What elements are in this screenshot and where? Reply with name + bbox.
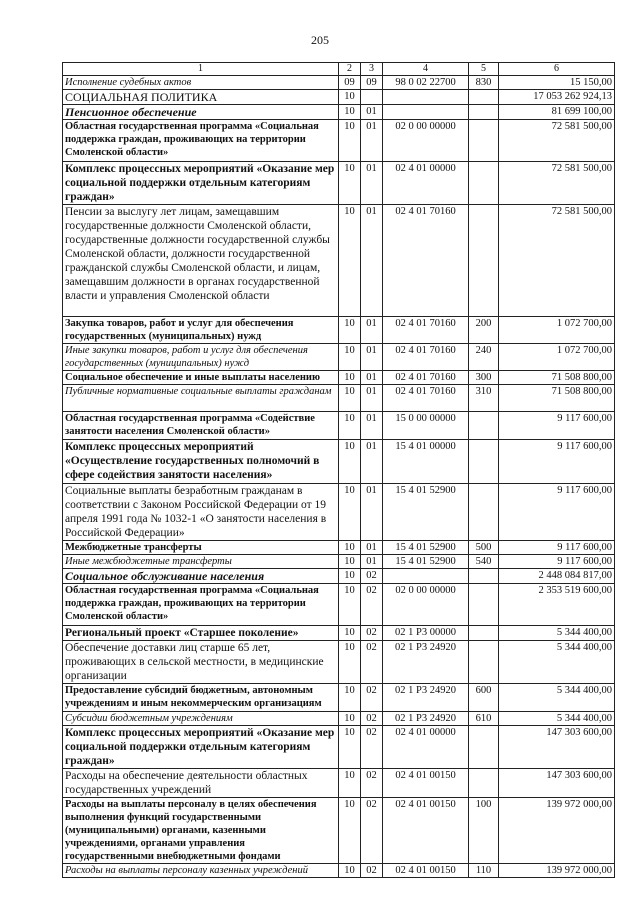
section-code-cell: 10 (339, 584, 361, 626)
amount-cell: 2 353 519 600,00 (499, 584, 615, 626)
expense-type-cell (469, 726, 499, 769)
section-code-cell: 10 (339, 205, 361, 317)
expense-type-cell (469, 205, 499, 317)
section-code-cell: 10 (339, 120, 361, 162)
target-item-cell: 15 4 01 00000 (383, 440, 469, 484)
target-item-cell (383, 105, 469, 120)
table-row (63, 541, 615, 555)
amount-cell: 1 072 700,00 (499, 344, 615, 371)
subsection-code-cell: 01 (361, 371, 383, 385)
section-code-cell: 10 (339, 484, 361, 541)
subsection-code-cell: 01 (361, 105, 383, 120)
subsection-code-cell: 02 (361, 626, 383, 641)
subsection-code-cell: 01 (361, 317, 383, 344)
subsection-code-cell: 02 (361, 798, 383, 864)
row-name-cell: Иные межбюджетные трансферты (63, 555, 339, 569)
expense-type-cell (469, 569, 499, 584)
section-code-cell: 10 (339, 371, 361, 385)
table-row (63, 205, 615, 317)
expense-type-cell: 100 (469, 798, 499, 864)
table-row (63, 569, 615, 584)
amount-cell: 72 581 500,00 (499, 205, 615, 317)
expense-type-cell: 310 (469, 385, 499, 412)
subsection-code-cell: 01 (361, 162, 383, 205)
table-row (63, 798, 615, 864)
row-name-cell: Расходы на обеспечение деятельности областных государственных учреждений (63, 769, 339, 798)
table-row (63, 641, 615, 684)
row-name-cell: Социальные выплаты безработным гражданам в соответствии с Законом Российской Федерации от 19 апреля 1991 года № 1032-1 «О занятости населения в Российской Федерации» (63, 484, 339, 541)
table-row (63, 484, 615, 541)
table-row (63, 105, 615, 120)
row-name-cell: Комплекс процессных мероприятий «Осуществление государственных полномочий в сфере содействия занятости населения» (63, 440, 339, 484)
section-code-cell: 10 (339, 684, 361, 712)
expense-type-cell (469, 105, 499, 120)
table-row (63, 584, 615, 626)
table-row (63, 371, 615, 385)
row-name-cell: Комплекс процессных мероприятий «Оказание мер социальной поддержки отдельным категориям граждан» (63, 162, 339, 205)
amount-cell: 9 117 600,00 (499, 555, 615, 569)
subsection-code-cell: 02 (361, 726, 383, 769)
target-item-cell: 02 4 01 00150 (383, 798, 469, 864)
target-item-cell: 02 0 00 00000 (383, 120, 469, 162)
target-item-cell: 98 0 02 22700 (383, 76, 469, 90)
expense-type-cell: 200 (469, 317, 499, 344)
table-header-row (63, 63, 615, 76)
row-name-cell: Областная государственная программа «Содействие занятости населения Смоленской области» (63, 412, 339, 440)
expense-type-cell (469, 90, 499, 105)
section-code-cell: 10 (339, 626, 361, 641)
page-number: 205 (311, 33, 329, 47)
row-name-cell: Социальное обеспечение и иные выплаты населению (63, 371, 339, 385)
subsection-code-cell: 01 (361, 412, 383, 440)
row-name-cell: Иные закупки товаров, работ и услуг для обеспечения государственных (муниципальных) нужд (63, 344, 339, 371)
header-cell: 3 (361, 63, 383, 76)
section-code-cell: 10 (339, 440, 361, 484)
row-name-cell: Публичные нормативные социальные выплаты гражданам (63, 385, 339, 412)
target-item-cell: 02 4 01 00000 (383, 162, 469, 205)
expense-type-cell (469, 584, 499, 626)
table-row (63, 440, 615, 484)
subsection-code-cell: 02 (361, 569, 383, 584)
subsection-code-cell: 01 (361, 541, 383, 555)
section-code-cell: 10 (339, 641, 361, 684)
table-row (63, 626, 615, 641)
section-code-cell: 10 (339, 555, 361, 569)
row-name-cell: Социальное обслуживание населения (63, 569, 339, 584)
expense-type-cell: 240 (469, 344, 499, 371)
subsection-code-cell: 02 (361, 684, 383, 712)
subsection-code-cell: 01 (361, 555, 383, 569)
row-name-cell: Расходы на выплаты персоналу казенных учреждений (63, 864, 339, 878)
expense-type-cell (469, 120, 499, 162)
amount-cell: 71 508 800,00 (499, 371, 615, 385)
amount-cell: 2 448 084 817,00 (499, 569, 615, 584)
amount-cell: 71 508 800,00 (499, 385, 615, 412)
row-name-cell: Обеспечение доставки лиц старше 65 лет, проживающих в сельской местности, в медицинские организации (63, 641, 339, 684)
subsection-code-cell: 01 (361, 484, 383, 541)
section-code-cell: 10 (339, 798, 361, 864)
target-item-cell: 15 4 01 52900 (383, 541, 469, 555)
table-row (63, 726, 615, 769)
table-row (63, 344, 615, 371)
target-item-cell: 02 4 01 00150 (383, 769, 469, 798)
amount-cell: 9 117 600,00 (499, 541, 615, 555)
section-code-cell: 10 (339, 541, 361, 555)
budget-table (62, 62, 615, 878)
table-row (63, 864, 615, 878)
subsection-code-cell: 09 (361, 76, 383, 90)
target-item-cell: 02 4 01 70160 (383, 317, 469, 344)
row-name-cell: Областная государственная программа «Социальная поддержка граждан, проживающих на территории Смоленской области» (63, 120, 339, 162)
header-cell: 2 (339, 63, 361, 76)
amount-cell: 139 972 000,00 (499, 798, 615, 864)
row-name-cell: Областная государственная программа «Социальная поддержка граждан, проживающих на территории Смоленской области» (63, 584, 339, 626)
amount-cell: 147 303 600,00 (499, 769, 615, 798)
header-cell: 6 (499, 63, 615, 76)
expense-type-cell: 830 (469, 76, 499, 90)
target-item-cell: 02 1 Р3 24920 (383, 712, 469, 726)
amount-cell: 9 117 600,00 (499, 412, 615, 440)
section-code-cell: 10 (339, 317, 361, 344)
header-cell: 1 (63, 63, 339, 76)
section-code-cell: 10 (339, 412, 361, 440)
expense-type-cell: 600 (469, 684, 499, 712)
expense-type-cell (469, 162, 499, 205)
amount-cell: 9 117 600,00 (499, 484, 615, 541)
subsection-code-cell: 01 (361, 440, 383, 484)
row-name-cell: СОЦИАЛЬНАЯ ПОЛИТИКА (63, 90, 339, 105)
header-cell: 5 (469, 63, 499, 76)
amount-cell: 5 344 400,00 (499, 712, 615, 726)
subsection-code-cell: 01 (361, 344, 383, 371)
row-name-cell: Пенсии за выслугу лет лицам, замещавшим государственные должности Смоленской области, государственные должности государственной службы Смоленской области, должности государственной гражданской службы Смоленской области, и лицам, замещавшим должности в органах государственной власти и управления Смоленской области (63, 205, 339, 317)
table-row (63, 555, 615, 569)
target-item-cell: 02 1 Р3 24920 (383, 641, 469, 684)
target-item-cell: 02 4 01 00000 (383, 726, 469, 769)
amount-cell: 15 150,00 (499, 76, 615, 90)
subsection-code-cell: 02 (361, 641, 383, 684)
target-item-cell: 15 4 01 52900 (383, 484, 469, 541)
section-code-cell: 10 (339, 726, 361, 769)
subsection-code-cell: 02 (361, 584, 383, 626)
section-code-cell: 09 (339, 76, 361, 90)
subsection-code-cell: 02 (361, 712, 383, 726)
section-code-cell: 10 (339, 90, 361, 105)
target-item-cell: 15 4 01 52900 (383, 555, 469, 569)
row-name-cell: Предоставление субсидий бюджетным, автономным учреждениям и иным некоммерческим организациям (63, 684, 339, 712)
expense-type-cell: 610 (469, 712, 499, 726)
subsection-code-cell: 02 (361, 769, 383, 798)
row-name-cell: Исполнение судебных актов (63, 76, 339, 90)
table-row (63, 120, 615, 162)
expense-type-cell (469, 484, 499, 541)
target-item-cell: 02 4 01 70160 (383, 385, 469, 412)
header-cell: 4 (383, 63, 469, 76)
table-row (63, 712, 615, 726)
row-name-cell: Пенсионное обеспечение (63, 105, 339, 120)
expense-type-cell (469, 626, 499, 641)
target-item-cell: 02 0 00 00000 (383, 584, 469, 626)
section-code-cell: 10 (339, 385, 361, 412)
target-item-cell (383, 90, 469, 105)
table-row (63, 90, 615, 105)
amount-cell: 72 581 500,00 (499, 162, 615, 205)
amount-cell: 81 699 100,00 (499, 105, 615, 120)
row-name-cell: Субсидии бюджетным учреждениям (63, 712, 339, 726)
table-row (63, 385, 615, 412)
amount-cell: 139 972 000,00 (499, 864, 615, 878)
row-name-cell: Региональный проект «Старшее поколение» (63, 626, 339, 641)
amount-cell: 147 303 600,00 (499, 726, 615, 769)
row-name-cell: Закупка товаров, работ и услуг для обеспечения государственных (муниципальных) нужд (63, 317, 339, 344)
section-code-cell: 10 (339, 712, 361, 726)
subsection-code-cell: 01 (361, 120, 383, 162)
table-row (63, 684, 615, 712)
subsection-code-cell: 01 (361, 205, 383, 317)
subsection-code-cell (361, 90, 383, 105)
amount-cell: 5 344 400,00 (499, 626, 615, 641)
amount-cell: 1 072 700,00 (499, 317, 615, 344)
section-code-cell: 10 (339, 864, 361, 878)
amount-cell: 72 581 500,00 (499, 120, 615, 162)
expense-type-cell (469, 440, 499, 484)
section-code-cell: 10 (339, 769, 361, 798)
table-row (63, 162, 615, 205)
table-row (63, 76, 615, 90)
expense-type-cell: 500 (469, 541, 499, 555)
amount-cell: 5 344 400,00 (499, 641, 615, 684)
row-name-cell: Расходы на выплаты персоналу в целях обеспечения выполнения функций государственными (муниципальными) органами, казенными учреждениями, органами управления государственными внебюджетными фондами (63, 798, 339, 864)
table-row (63, 769, 615, 798)
amount-cell: 17 053 262 924,13 (499, 90, 615, 105)
table-row (63, 412, 615, 440)
expense-type-cell (469, 641, 499, 684)
subsection-code-cell: 02 (361, 864, 383, 878)
amount-cell: 5 344 400,00 (499, 684, 615, 712)
expense-type-cell (469, 412, 499, 440)
target-item-cell: 02 4 01 70160 (383, 344, 469, 371)
target-item-cell: 02 4 01 00150 (383, 864, 469, 878)
target-item-cell: 15 0 00 00000 (383, 412, 469, 440)
target-item-cell: 02 4 01 70160 (383, 205, 469, 317)
section-code-cell: 10 (339, 105, 361, 120)
expense-type-cell: 540 (469, 555, 499, 569)
expense-type-cell: 300 (469, 371, 499, 385)
expense-type-cell (469, 769, 499, 798)
table-row (63, 317, 615, 344)
target-item-cell: 02 4 01 70160 (383, 371, 469, 385)
expense-type-cell: 110 (469, 864, 499, 878)
subsection-code-cell: 01 (361, 385, 383, 412)
section-code-cell: 10 (339, 344, 361, 371)
row-name-cell: Комплекс процессных мероприятий «Оказание мер социальной поддержки отдельным категориям граждан» (63, 726, 339, 769)
target-item-cell: 02 1 Р3 24920 (383, 684, 469, 712)
section-code-cell: 10 (339, 569, 361, 584)
row-name-cell: Межбюджетные трансферты (63, 541, 339, 555)
amount-cell: 9 117 600,00 (499, 440, 615, 484)
section-code-cell: 10 (339, 162, 361, 205)
target-item-cell: 02 1 Р3 00000 (383, 626, 469, 641)
target-item-cell (383, 569, 469, 584)
